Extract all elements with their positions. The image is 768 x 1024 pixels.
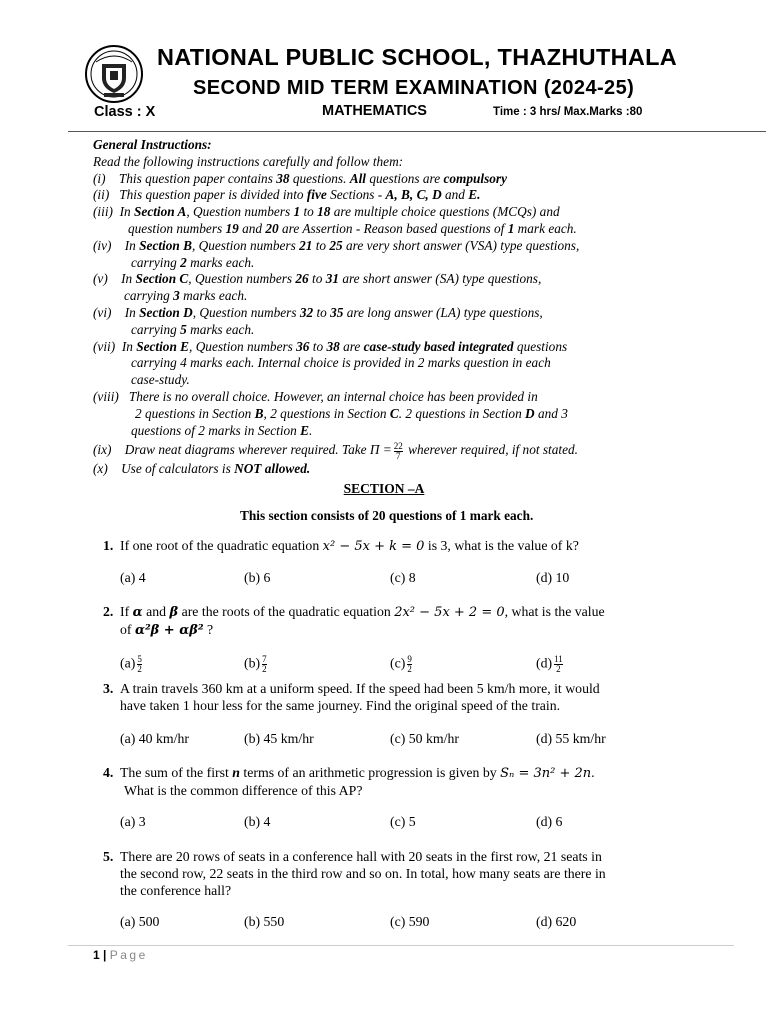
instruction-vi-cont: carrying 5 marks each. — [131, 321, 255, 337]
header-divider — [68, 131, 766, 132]
fraction: $\frac{11}{2}$ — [554, 654, 563, 674]
question-number: 1. — [103, 538, 114, 553]
q2-option-d[interactable]: (d) $\frac{11}{2}$ — [536, 654, 563, 674]
instruction-viii: (viii) There is no overall choice. However, an internal choice has been provided in — [93, 388, 538, 404]
q2-option-a[interactable]: (a) $\frac{5}{2}$ — [120, 654, 142, 674]
question-number: 3. — [103, 681, 114, 696]
q1-option-b[interactable]: (b) 6 — [244, 570, 271, 585]
q5-option-b[interactable]: (b) 550 — [244, 914, 285, 929]
footer-divider — [68, 945, 734, 946]
q2-option-c[interactable]: (c) $\frac{9}{2}$ — [390, 654, 412, 674]
section-description: This section consists of 20 questions of 1 mark each. — [240, 508, 534, 523]
instruction-x: (x) Use of calculators is NOT allowed. — [93, 461, 311, 477]
subject-label: MATHEMATICS — [322, 103, 427, 119]
school-crest-icon — [84, 44, 144, 104]
fraction: $\frac{5}{2}$ — [137, 654, 142, 674]
instruction-ix: (ix) Draw neat diagrams wherever required. Take Π = $\frac{22}{7}$ wherever required, if not stated. — [93, 440, 578, 461]
class-label: Class : X — [94, 104, 156, 120]
page-footer: 1 | Page — [93, 948, 148, 962]
question-number: 4. — [103, 765, 114, 780]
instruction-ii: (ii) This question paper is divided into five Sections - A, B, C, D and E. — [93, 187, 481, 203]
section-title: SECTION –A — [343, 481, 425, 496]
instructions-intro: Read the following instructions carefully and follow them: — [93, 153, 404, 169]
instruction-iv-cont: carrying 2 marks each. — [131, 254, 255, 270]
general-instructions — [93, 137, 693, 478]
instructions-title: General Instructions: — [93, 137, 212, 152]
instruction-iv: (iv) In Section B, Question numbers 21 to 25 are very short answer (VSA) type questions, — [93, 237, 580, 253]
page-word: Page — [109, 948, 148, 962]
q1-option-d[interactable]: (d) 10 — [536, 570, 570, 585]
q1-option-a[interactable]: (a) 4 — [120, 570, 146, 585]
school-name: NATIONAL PUBLIC SCHOOL, THAZHUTHALA — [157, 44, 678, 70]
q2-option-b[interactable]: (b) $\frac{7}{2}$ — [244, 654, 267, 674]
instruction-iii: (iii) In Section A, Question numbers 1 to 18 are multiple choice questions (MCQs) and — [93, 204, 560, 220]
instruction-vii-cont2: case-study. — [131, 372, 190, 388]
instruction-vii-cont: carrying 4 marks each. Internal choice is provided in 2 marks question in each — [131, 355, 551, 371]
q3-option-b[interactable]: (b) 45 km/hr — [244, 731, 314, 746]
q3-option-d[interactable]: (d) 55 km/hr — [536, 731, 606, 746]
question-5: 5. There are 20 rows of seats in a conference hall with 20 seats in the first row, 21 seats in the second row, 22 seats in the third row and so on. In total, how many seats are there in the conference hall? — [103, 849, 606, 898]
question-2: 2. If α and β are the roots of the quadratic equation 2x² − 5x + 2 = 0, what is the value of α²β + αβ² ? — [103, 604, 605, 638]
q4-option-d[interactable]: (d) 6 — [536, 814, 563, 829]
instruction-i: (i) This question paper contains 38 questions. All questions are compulsory — [93, 170, 507, 186]
fraction: $\frac{7}{2}$ — [262, 654, 267, 674]
question-4: 4. The sum of the first n terms of an arithmetic progression is given by Sₙ = 3n² + 2n. What is the common difference of this AP? — [103, 765, 595, 798]
fraction: $\frac{9}{2}$ — [407, 654, 412, 674]
question-number: 2. — [103, 604, 114, 619]
pi-fraction: $\frac{22}{7}$ — [393, 440, 403, 461]
q5-option-d[interactable]: (d) 620 — [536, 914, 577, 929]
q4-option-c[interactable]: (c) 5 — [390, 814, 416, 829]
q4-option-b[interactable]: (b) 4 — [244, 814, 271, 829]
question-3: 3. A train travels 360 km at a uniform speed. If the speed had been 5 km/h more, it would have taken 1 hour less for the same journey. Find the original speed of the train. — [103, 681, 600, 713]
question-1: 1. If one root of the quadratic equation x² − 5x + k = 0 is 3, what is the value of k? — [103, 538, 579, 554]
instruction-viii-cont: 2 questions in Section B, 2 questions in Section C. 2 questions in Section D and 3 — [135, 405, 568, 421]
instruction-v: (v) In Section C, Question numbers 26 to 31 are short answer (SA) type questions, — [93, 271, 542, 287]
exam-title: SECOND MID TERM EXAMINATION (2024-25) — [193, 77, 635, 99]
page-number: 1 — [93, 948, 100, 962]
instruction-vii: (vii) In Section E, Question numbers 36 to 38 are case-study based integrated questions — [93, 338, 568, 354]
q5-option-a[interactable]: (a) 500 — [120, 914, 160, 929]
instruction-viii-cont2: questions of 2 marks in Section E. — [131, 422, 313, 438]
q1-option-c[interactable]: (c) 8 — [390, 570, 416, 585]
q5-option-c[interactable]: (c) 590 — [390, 914, 430, 929]
time-marks-label: Time : 3 hrs/ Max.Marks :80 — [493, 106, 643, 118]
instruction-iii-cont: question numbers 19 and 20 are Assertion - Reason based questions of 1 mark each. — [128, 220, 577, 236]
q3-option-c[interactable]: (c) 50 km/hr — [390, 731, 459, 746]
instruction-v-cont: carrying 3 marks each. — [124, 288, 248, 304]
instruction-vi: (vi) In Section D, Question numbers 32 to 35 are long answer (LA) type questions, — [93, 304, 543, 320]
question-number: 5. — [103, 849, 114, 864]
q3-option-a[interactable]: (a) 40 km/hr — [120, 731, 189, 746]
q4-option-a[interactable]: (a) 3 — [120, 814, 146, 829]
